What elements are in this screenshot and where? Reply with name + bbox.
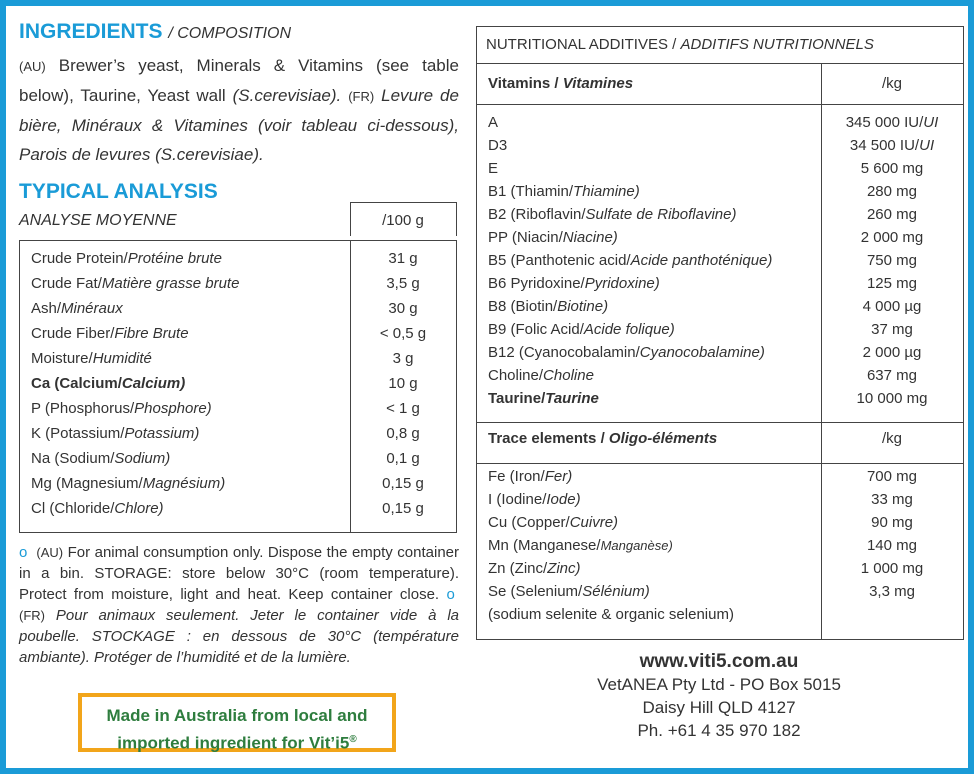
vitamin-value-unit: UI — [923, 114, 939, 131]
vitamin-row-value — [821, 114, 963, 131]
vitamin-row — [488, 160, 498, 177]
vitamin-value-unit: UI — [919, 137, 935, 154]
ingredients-heading — [19, 20, 291, 44]
vitamin-row-en: B8 (Biotin/ — [488, 298, 558, 315]
additives-header — [486, 36, 874, 53]
vitamin-row-value — [821, 137, 963, 154]
vitamin-row-value — [821, 390, 963, 407]
vitamin-row-value — [821, 321, 963, 338]
vitamin-row-en: B9 (Folic Acid/ — [488, 321, 584, 338]
vitamin-row-fr: Niacine) — [562, 229, 618, 246]
ingredients-subtitle: / COMPOSITION — [168, 25, 292, 42]
trace-row-value: 3,3 mg — [869, 583, 915, 600]
trace-note: (sodium selenite & organic selenium) — [488, 606, 734, 623]
company-line3: Ph. +61 4 35 970 182 — [637, 721, 801, 740]
trace-fr: Oligo-éléments — [608, 430, 718, 447]
analysis-row — [31, 300, 123, 317]
trace-row-value: 1 000 mg — [860, 560, 924, 577]
analysis-row-value: < 1 g — [386, 400, 420, 417]
analysis-row-fr: Potassium) — [124, 425, 200, 442]
analysis-row-fr: Fibre Brute — [114, 325, 189, 342]
analysis-row-fr: Matière grasse brute — [101, 275, 240, 292]
ingredients-fr-text: Levure de bière, Minéraux & Vitamines (voir tableau ci-dessous), Parois de levures (S.cerevisiae). — [19, 86, 459, 164]
vitamin-row-value — [821, 183, 963, 200]
company-block — [476, 650, 962, 742]
analysis-title: TYPICAL ANALYSIS — [19, 180, 218, 203]
vitamin-row-value — [821, 367, 963, 384]
ingredients-text — [19, 51, 459, 169]
analysis-row-value: 0,1 g — [386, 450, 420, 467]
vitamin-row-fr: Acide panthoténique) — [630, 252, 773, 269]
analysis-row-fr: Humidité — [92, 350, 152, 367]
vitamin-row — [488, 229, 618, 246]
vitamin-row-en: A — [488, 114, 499, 131]
vitamin-row — [488, 252, 772, 269]
made-in-badge — [78, 693, 396, 752]
trace-row-value: 140 mg — [866, 537, 918, 554]
analysis-row-en: Na (Sodium/ — [31, 450, 115, 467]
vitamin-row-value — [821, 252, 963, 269]
notice-text — [19, 542, 459, 668]
analysis-row — [31, 250, 222, 267]
trace-row-value: 33 mg — [871, 491, 913, 508]
vitamin-row — [488, 367, 594, 384]
vitamin-row-en: B6 Pyridoxine/ — [488, 275, 585, 292]
analysis-row-value: 10 g — [388, 375, 418, 392]
analysis-row-en: Mg (Magnesium/ — [31, 475, 143, 492]
analysis-row — [31, 275, 239, 292]
vitamin-row-en: B12 (Cyanocobalamin/ — [488, 344, 640, 361]
notice-au-code: (AU) — [36, 545, 64, 560]
analysis-row-en: Crude Fat/ — [31, 275, 102, 292]
vitamins-heading — [488, 75, 633, 92]
vitamin-row — [488, 114, 498, 131]
trace-row-fr: Cuivre) — [569, 514, 619, 531]
vitamin-row-en: B1 (Thiamin/ — [488, 183, 574, 200]
made-in-reg: ® — [349, 734, 357, 745]
vitamin-value: 125 mg — [866, 275, 918, 292]
trace-row — [488, 537, 673, 554]
trace-row-en: Cu (Copper/ — [488, 514, 570, 531]
analysis-row-value: 3,5 g — [386, 275, 420, 292]
trace-row-fr: Zinc) — [547, 560, 581, 577]
ingredients-au-text: Brewer’s yeast, Minerals & Vitamins (see table below), Taurine, Yeast wall — [19, 56, 459, 105]
analysis-row — [31, 475, 225, 492]
trace-row — [488, 468, 572, 485]
vitamin-row-value — [821, 229, 963, 246]
company-website[interactable]: www.viti5.com.au — [639, 651, 799, 672]
line-3 — [476, 422, 963, 423]
company-line1: VetANEA Pty Ltd - PO Box 5015 — [597, 675, 841, 694]
analysis-row-value: 3 g — [392, 350, 414, 367]
vitamin-row — [488, 344, 765, 361]
trace-row-fr: Fer) — [544, 468, 573, 485]
analysis-row — [31, 425, 199, 442]
analysis-row-value: 0,8 g — [386, 425, 420, 442]
analysis-row — [31, 500, 164, 517]
vitamin-value: 4 000 µg — [862, 298, 922, 315]
line-1 — [476, 63, 963, 64]
vitamin-value: 34 500 IU/ — [849, 137, 920, 154]
notice-fr-text: Pour animaux seulement. Jeter le container vide à la poubelle. STOCKAGE : en dessous de 30°C (température ambiante). Protéger de l’humidité et de la lumière. — [19, 607, 459, 666]
analysis-row — [31, 325, 189, 342]
analysis-row-en: Crude Fiber/ — [31, 325, 115, 342]
analysis-row-en: Ash/ — [31, 300, 62, 317]
analysis-row-fr: Chlore) — [114, 500, 164, 517]
analysis-row-en: P (Phosphorus/ — [31, 400, 135, 417]
trace-row — [488, 583, 650, 600]
vitamin-row-value — [821, 298, 963, 315]
analysis-row-fr: Calcium) — [121, 375, 186, 392]
vitamin-row-en: B5 (Panthotenic acid/ — [488, 252, 631, 269]
ingredients-au-code: (AU) — [19, 59, 46, 74]
analysis-row-value: 31 g — [388, 250, 418, 267]
vitamin-row-en: Taurine/ — [488, 390, 546, 407]
vitamin-value: 637 mg — [866, 367, 918, 384]
trace-row-value: 700 mg — [866, 468, 918, 485]
vitamin-row-en: B2 (Riboflavin/ — [488, 206, 586, 223]
made-in-line2: imported ingredient for Vit’i5 — [117, 733, 350, 753]
analysis-row-en: Cl (Chloride/ — [31, 500, 115, 517]
trace-heading — [488, 430, 717, 447]
vitamin-row-en: Choline/ — [488, 367, 544, 384]
analysis-row — [31, 375, 185, 392]
trace-row — [488, 560, 581, 577]
vitamin-value: 750 mg — [866, 252, 918, 269]
company-line2: Daisy Hill QLD 4127 — [642, 698, 796, 717]
vitamin-row-value — [821, 206, 963, 223]
vitamin-value: 2 000 mg — [860, 229, 924, 246]
analysis-row-fr: Sodium) — [114, 450, 171, 467]
made-in-line1: Made in Australia from local and — [106, 706, 368, 725]
vitamin-value: 345 000 IU/ — [845, 114, 924, 131]
trace-row-value: 90 mg — [871, 514, 913, 531]
line-2 — [476, 104, 963, 105]
vitamin-row-en: PP (Niacin/ — [488, 229, 563, 246]
vitamin-row — [488, 390, 599, 407]
vitamin-row-fr: Choline — [543, 367, 594, 384]
analysis-row — [31, 350, 152, 367]
vitamin-value: 260 mg — [866, 206, 918, 223]
trace-row-en: Zn (Zinc/ — [488, 560, 548, 577]
notice-bullet-au: o — [19, 544, 28, 561]
trace-unit: /kg — [881, 430, 902, 447]
trace-row-en: I (Iodine/ — [488, 491, 547, 508]
additives-header-fr: ADDITIFS NUTRITIONNELS — [680, 36, 874, 53]
analysis-row — [31, 450, 170, 467]
analysis-row-value: < 0,5 g — [379, 325, 427, 342]
vitamin-row-fr: Cyanocobalamine) — [639, 344, 765, 361]
trace-en: Trace elements / — [488, 430, 609, 447]
analysis-unit: /100 g — [382, 212, 424, 229]
trace-row-fr: Sélénium) — [582, 583, 650, 600]
vitamin-row — [488, 275, 660, 292]
trace-row-en: Fe (Iron/ — [488, 468, 545, 485]
vitamin-row-fr: Acide folique) — [583, 321, 675, 338]
analysis-row-value: 0,15 g — [382, 475, 424, 492]
analysis-row-fr: Phosphore) — [134, 400, 212, 417]
vitamin-row-fr: Thiamine) — [573, 183, 640, 200]
analysis-row-fr: Magnésium) — [142, 475, 226, 492]
ingredients-title: INGREDIENTS — [19, 20, 163, 43]
vitamin-row-en: E — [488, 160, 499, 177]
vitamin-value: 37 mg — [871, 321, 913, 338]
analysis-row-en: Ca (Calcium/ — [31, 375, 122, 392]
trace-row-fr: Manganèse) — [600, 538, 673, 553]
trace-row-en: Se (Selenium/ — [488, 583, 583, 600]
analysis-row-fr: Protéine brute — [127, 250, 222, 267]
vitamin-row — [488, 298, 608, 315]
ingredients-au-italic: (S.cerevisiae). — [232, 86, 342, 105]
trace-row — [488, 491, 581, 508]
analysis-subtitle: ANALYSE MOYENNE — [19, 212, 177, 229]
analysis-row-fr: Minéraux — [61, 300, 123, 317]
vitamins-fr: Vitamines — [562, 75, 634, 92]
analysis-row-en: Moisture/ — [31, 350, 93, 367]
analysis-row-en: K (Potassium/ — [31, 425, 125, 442]
vitamin-value: 5 600 mg — [860, 160, 924, 177]
additives-header-en: NUTRITIONAL ADDITIVES / — [486, 36, 681, 53]
trace-row — [488, 514, 618, 531]
vitamin-row — [488, 206, 736, 223]
made-in-line2-wrap — [82, 728, 392, 756]
analysis-row-value: 0,15 g — [382, 500, 424, 517]
vitamin-row-fr: Pyridoxine) — [584, 275, 660, 292]
vitamin-row-fr: Taurine — [545, 390, 599, 407]
vitamin-row-value — [821, 160, 963, 177]
vitamins-unit: /kg — [881, 75, 902, 92]
vitamin-row-en: D3 — [488, 137, 508, 154]
notice-bullet-fr: o — [446, 586, 455, 603]
vitamin-row-value — [821, 344, 963, 361]
vitamin-row-value — [821, 275, 963, 292]
line-4 — [476, 463, 963, 464]
vitamin-row — [488, 137, 507, 154]
vitamin-row — [488, 183, 640, 200]
vitamin-row-fr: Biotine) — [557, 298, 609, 315]
notice-fr-code: (FR) — [19, 608, 45, 623]
vitamin-value: 280 mg — [866, 183, 918, 200]
analysis-row-value: 30 g — [388, 300, 418, 317]
vitamins-en: Vitamins / — [488, 75, 563, 92]
vitamin-value: 10 000 mg — [856, 390, 928, 407]
analysis-row — [31, 400, 212, 417]
vitamin-row-fr: Sulfate de Riboflavine) — [585, 206, 737, 223]
notice-au-text: For animal consumption only. Dispose the empty container in a bin. STORAGE: store below 30°C (room temperature). Protect from moisture, light and heat. Keep container close. — [19, 544, 460, 603]
vitamin-row — [488, 321, 675, 338]
trace-row-fr: Iode) — [546, 491, 581, 508]
ingredients-fr-code: (FR) — [348, 89, 375, 104]
analysis-row-en: Crude Protein/ — [31, 250, 128, 267]
label-panel — [6, 6, 968, 768]
trace-row-en: Mn (Manganese/ — [488, 537, 601, 554]
vitamin-value: 2 000 µg — [862, 344, 922, 361]
